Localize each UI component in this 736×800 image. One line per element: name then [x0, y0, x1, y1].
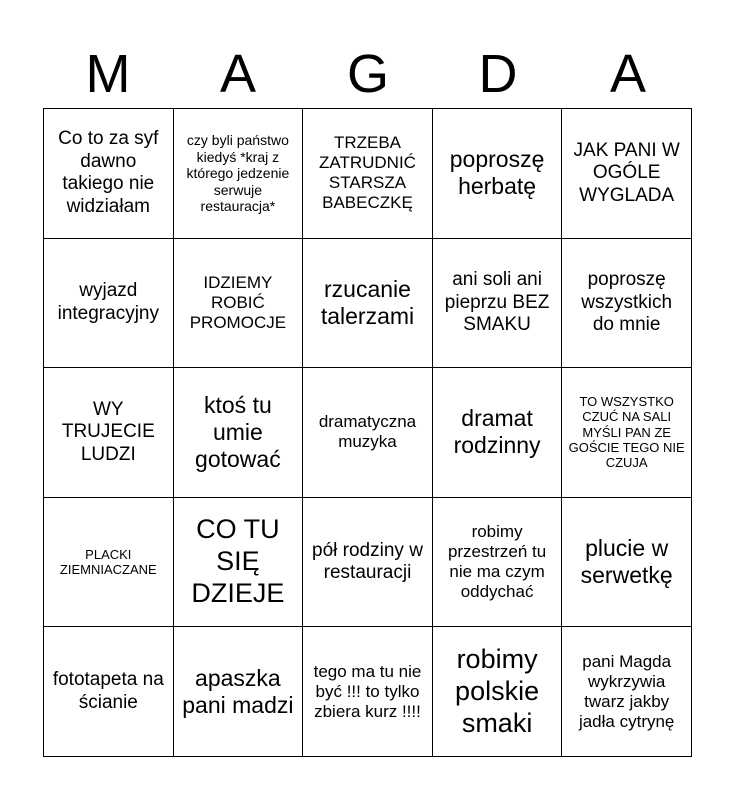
- bingo-cell[interactable]: ktoś tu umie gotować: [174, 368, 304, 498]
- bingo-cell[interactable]: pół rodziny w restauracji: [303, 498, 433, 628]
- header-letter-5: A: [609, 44, 647, 104]
- bingo-cell[interactable]: rzucanie talerzami: [303, 239, 433, 369]
- bingo-cell[interactable]: fototapeta na ścianie: [44, 627, 174, 757]
- bingo-cell[interactable]: pani Magda wykrzywia twarz jakby jadła cytrynę: [562, 627, 692, 757]
- bingo-cell[interactable]: TRZEBA ZATRUDNIĆ STARSZA BABECZKĘ: [303, 109, 433, 239]
- header-letter-3: G: [346, 44, 389, 104]
- bingo-header: [43, 40, 693, 108]
- bingo-cell[interactable]: JAK PANI W OGÓLE WYGLADA: [562, 109, 692, 239]
- bingo-cell[interactable]: TO WSZYSTKO CZUĆ NA SALI MYŚLI PAN ZE GOŚCIE TEGO NIE CZUJA: [562, 368, 692, 498]
- bingo-cell[interactable]: dramat rodzinny: [433, 368, 563, 498]
- bingo-cell[interactable]: apaszka pani madzi: [174, 627, 304, 757]
- bingo-cell[interactable]: dramatyczna muzyka: [303, 368, 433, 498]
- bingo-cell[interactable]: PLACKI ZIEMNIACZANE: [44, 498, 174, 628]
- bingo-cell[interactable]: poproszę herbatę: [433, 109, 563, 239]
- bingo-cell[interactable]: plucie w serwetkę: [562, 498, 692, 628]
- header-letter-1: M: [85, 44, 131, 104]
- bingo-cell[interactable]: wyjazd integracyjny: [44, 239, 174, 369]
- bingo-cell[interactable]: Co to za syf dawno takiego nie widziałam: [44, 109, 174, 239]
- bingo-cell[interactable]: CO TU SIĘ DZIEJE: [174, 498, 304, 628]
- bingo-cell[interactable]: ani soli ani pieprzu BEZ SMAKU: [433, 239, 563, 369]
- bingo-cell[interactable]: czy byli państwo kiedyś *kraj z którego jedzenie serwuje restauracja*: [174, 109, 304, 239]
- header-letter-2: A: [219, 44, 257, 104]
- bingo-cell[interactable]: robimy przestrzeń tu nie ma czym oddychać: [433, 498, 563, 628]
- bingo-cell[interactable]: tego ma tu nie być !!! to tylko zbiera kurz !!!!: [303, 627, 433, 757]
- bingo-grid: [43, 108, 692, 757]
- bingo-cell[interactable]: poproszę wszystkich do mnie: [562, 239, 692, 369]
- bingo-cell[interactable]: robimy polskie smaki: [433, 627, 563, 757]
- header-letter-4: D: [478, 44, 518, 104]
- bingo-cell[interactable]: IDZIEMY ROBIĆ PROMOCJE: [174, 239, 304, 369]
- bingo-cell[interactable]: WY TRUJECIE LUDZI: [44, 368, 174, 498]
